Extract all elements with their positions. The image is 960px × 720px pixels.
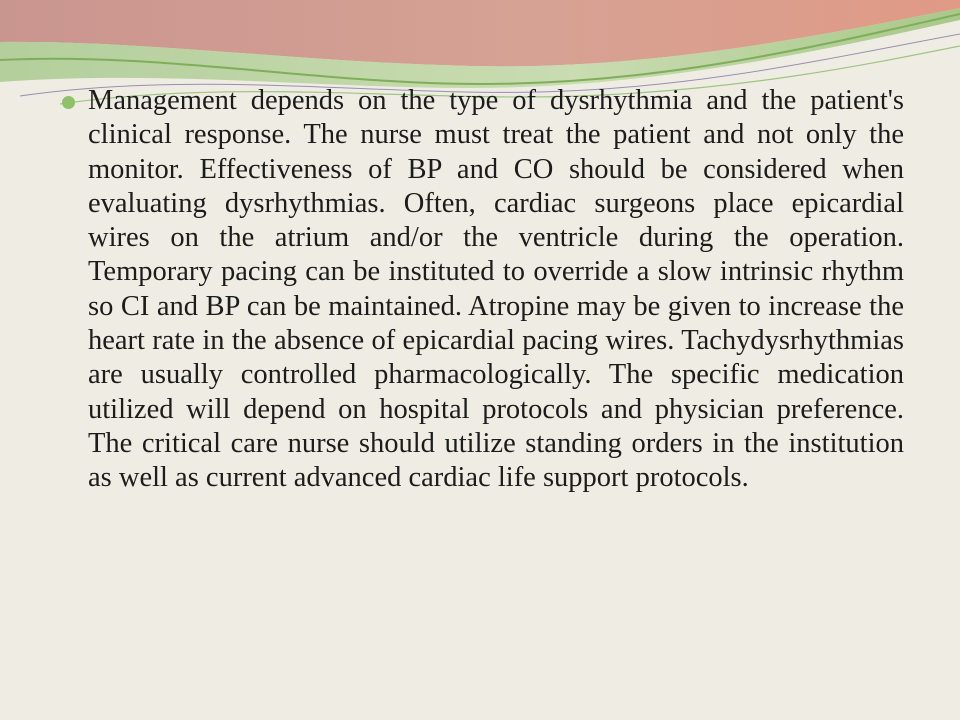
bullet-text: Management depends on the type of dysrhythmia and the patient's clinical response. The nurse must treat the patient and not only the monitor. Effectiveness of BP and CO should be considered when evaluating dysrhythmias. Often, cardiac surgeons place epicardial wires on the atrium and/or the ventricle during the operation. Temporary pacing can be instituted to override a slow intrinsic rhythm so CI and BP can be maintained. Atropine may be given to increase the heart rate in the absence of epicardial pacing wires. Tachydysrhythmias are usually controlled pharmacologically. The specific medication utilized will depend on hospital protocols and physician preference. The critical care nurse should utilize standing orders in the institution as well as current advanced cardiac life support protocols.	[88, 85, 904, 494]
bullet-item	[58, 84, 904, 496]
bullet-dot-icon	[62, 96, 75, 109]
slide-content	[58, 84, 904, 496]
